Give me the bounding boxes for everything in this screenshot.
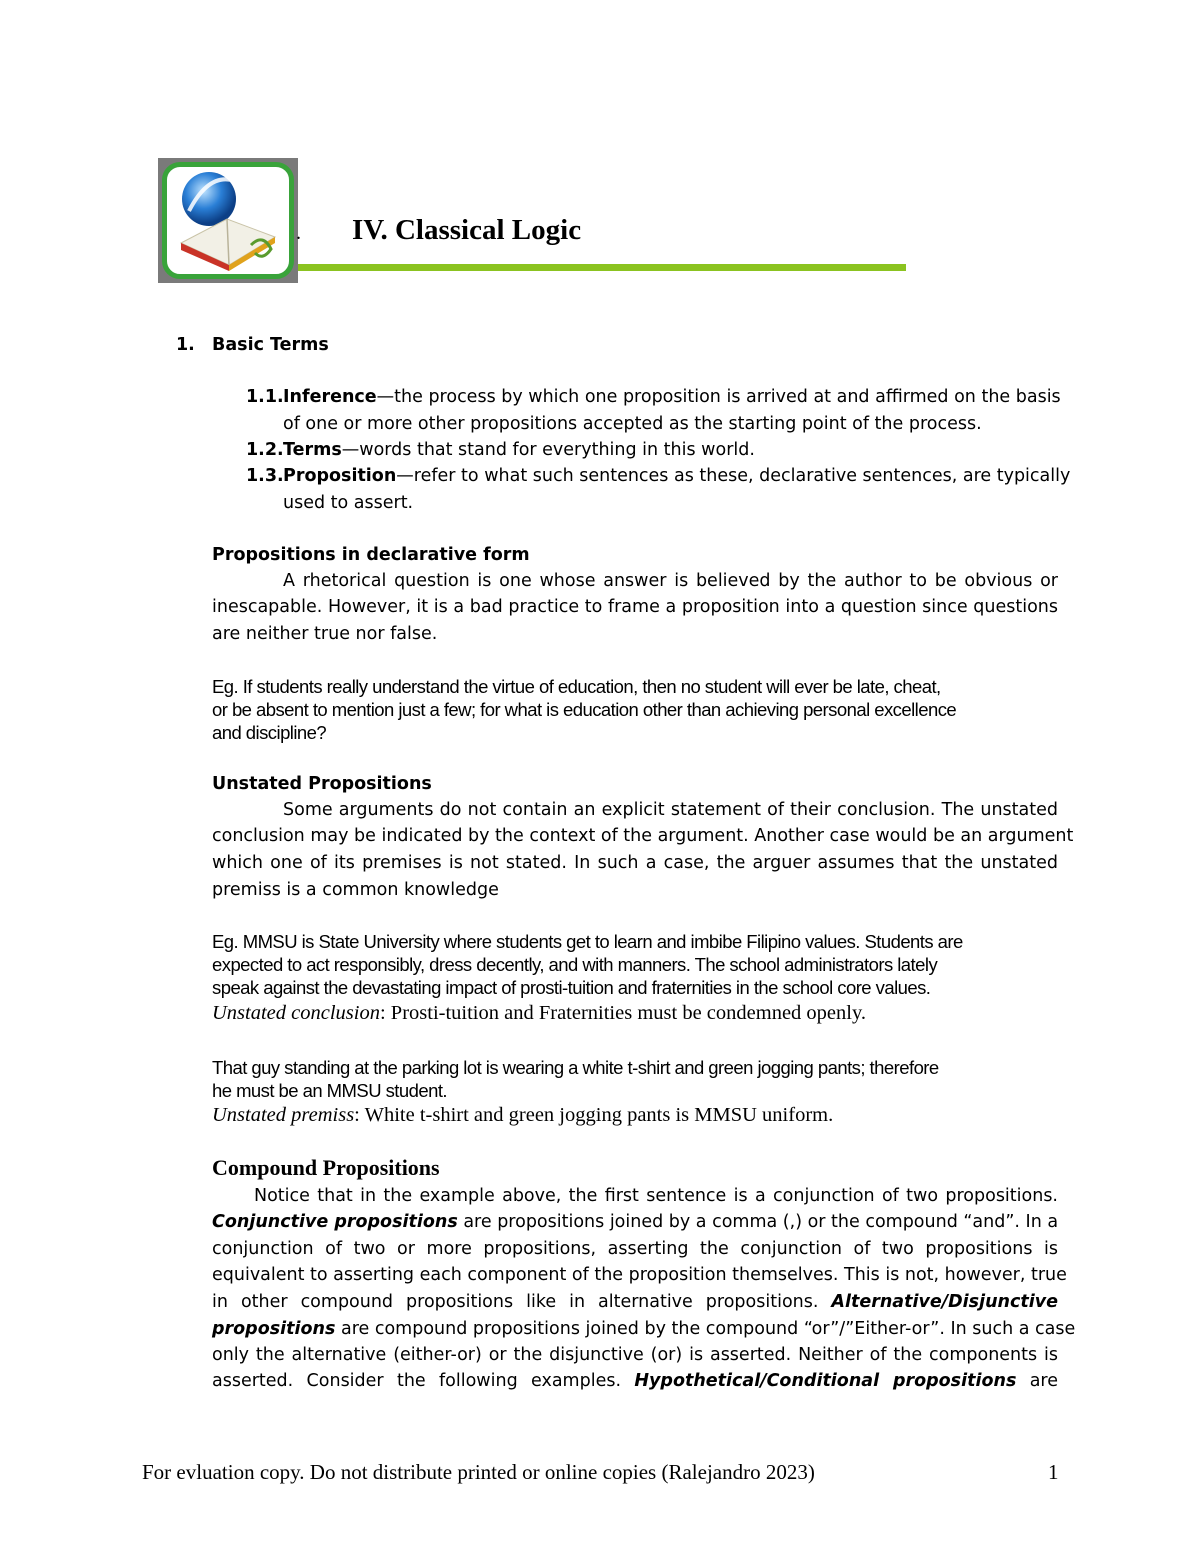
paragraph-line: which one of its premises is not stated. In such a case, the arguer assumes that the unstated bbox=[212, 853, 1058, 873]
list-item-number: 1.3. bbox=[246, 466, 284, 486]
subsection-heading: Unstated Propositions bbox=[212, 774, 432, 794]
paragraph-line: only the alternative (either-or) or the disjunctive (or) is asserted. Neither of the components is bbox=[212, 1345, 1058, 1365]
paragraph-line: conclusion may be indicated by the context of the argument. Another case would be an argument bbox=[212, 826, 1074, 846]
emphasis-term: Hypothetical/Conditional propositions bbox=[634, 1371, 1017, 1391]
paragraph-line bbox=[212, 1289, 1058, 1316]
paragraph-line: Notice that in the example above, the first sentence is a conjunction of two propositions. bbox=[254, 1186, 1058, 1206]
emphasis-term: propositions bbox=[212, 1319, 336, 1339]
footer-note: For evluation copy. Do not distribute printed or online copies (Ralejandro 2023) bbox=[142, 1460, 815, 1484]
example-line: or be absent to mention just a few; for what is education other than achieving personal excellence bbox=[212, 699, 957, 720]
subsection-heading: Compound Propositions bbox=[212, 1155, 440, 1180]
definition-continued: of one or more other propositions accepted as the starting point of the process. bbox=[283, 414, 982, 434]
paragraph-line: inescapable. However, it is a bad practice to frame a proposition into a question since questions bbox=[212, 597, 1058, 617]
title-underline bbox=[298, 264, 906, 271]
paragraph-text: are bbox=[1016, 1371, 1059, 1391]
section-heading: Basic Terms bbox=[212, 335, 329, 355]
example-line: That guy standing at the parking lot is wearing a white t-shirt and green jogging pants; therefore bbox=[212, 1057, 939, 1078]
example-line: he must be an MMSU student. bbox=[212, 1080, 448, 1101]
example-line: Eg. If students really understand the virtue of education, then no student will ever be late, cheat, bbox=[212, 676, 941, 697]
section-number: 1. bbox=[176, 335, 195, 355]
paragraph-line: premiss is a common knowledge bbox=[212, 880, 499, 900]
chapter-logo bbox=[158, 158, 298, 283]
term: Inference bbox=[283, 387, 377, 407]
paragraph-line bbox=[212, 1209, 1058, 1236]
list-item bbox=[283, 463, 1071, 490]
paragraph-line bbox=[212, 1368, 1058, 1395]
paragraph-line: A rhetorical question is one whose answer is believed by the author to be obvious or bbox=[283, 571, 1058, 591]
conclusion-text: : Prosti-tuition and Fraternities must be condemned openly. bbox=[379, 1002, 867, 1024]
page-number: 1 bbox=[1048, 1460, 1059, 1484]
example-line: speak against the devastating impact of prosti-tuition and fraternities in the school core values. bbox=[212, 977, 931, 998]
chapter-title: IV. Classical Logic bbox=[352, 214, 582, 246]
paragraph-line: conjunction of two or more propositions, asserting the conjunction of two propositions is bbox=[212, 1239, 1058, 1259]
paragraph-line: Some arguments do not contain an explicit statement of their conclusion. The unstated bbox=[283, 800, 1058, 820]
term: Terms bbox=[283, 440, 342, 460]
paragraph-line: equivalent to asserting each component of the proposition themselves. This is not, however, true bbox=[212, 1265, 1067, 1285]
unstated-premiss bbox=[212, 1104, 833, 1127]
title-marker: . bbox=[296, 222, 301, 244]
emphasis-term: Conjunctive propositions bbox=[212, 1212, 458, 1232]
paragraph-text: in other compound propositions like in alternative propositions. bbox=[212, 1292, 832, 1312]
conclusion-label: Unstated conclusion bbox=[212, 1002, 380, 1024]
definition: —refer to what such sentences as these, declarative sentences, are typically bbox=[396, 466, 1071, 486]
list-item bbox=[283, 437, 755, 464]
definition: —words that stand for everything in this world. bbox=[341, 440, 755, 460]
list-item bbox=[283, 384, 1061, 411]
example-line: expected to act responsibly, dress decently, and with manners. The school administrators lately bbox=[212, 954, 938, 975]
emphasis-term: Alternative/Disjunctive bbox=[831, 1292, 1058, 1312]
globe-book-icon bbox=[167, 167, 289, 274]
paragraph-text: are compound propositions joined by the compound “or”/”Either-or”. In such a case bbox=[335, 1319, 1076, 1339]
paragraph-line bbox=[212, 1316, 1076, 1343]
example-line: and discipline? bbox=[212, 722, 327, 743]
list-item-number: 1.1. bbox=[246, 387, 284, 407]
example-line: Eg. MMSU is State University where students get to learn and imbibe Filipino values. Students are bbox=[212, 931, 963, 952]
unstated-conclusion bbox=[212, 1002, 866, 1025]
paragraph-text: are propositions joined by a comma (,) or the compound “and”. In a bbox=[457, 1212, 1059, 1232]
list-item-number: 1.2. bbox=[246, 440, 284, 460]
definition-continued: used to assert. bbox=[283, 493, 414, 513]
premiss-text: : White t-shirt and green jogging pants is MMSU uniform. bbox=[354, 1104, 834, 1126]
paragraph-text: asserted. Consider the following examples. bbox=[212, 1371, 635, 1391]
term: Proposition bbox=[283, 466, 397, 486]
subsection-heading: Propositions in declarative form bbox=[212, 545, 530, 565]
definition: —the process by which one proposition is arrived at and affirmed on the basis bbox=[376, 387, 1061, 407]
premiss-label: Unstated premiss bbox=[212, 1104, 355, 1126]
paragraph-line: are neither true nor false. bbox=[212, 624, 438, 644]
